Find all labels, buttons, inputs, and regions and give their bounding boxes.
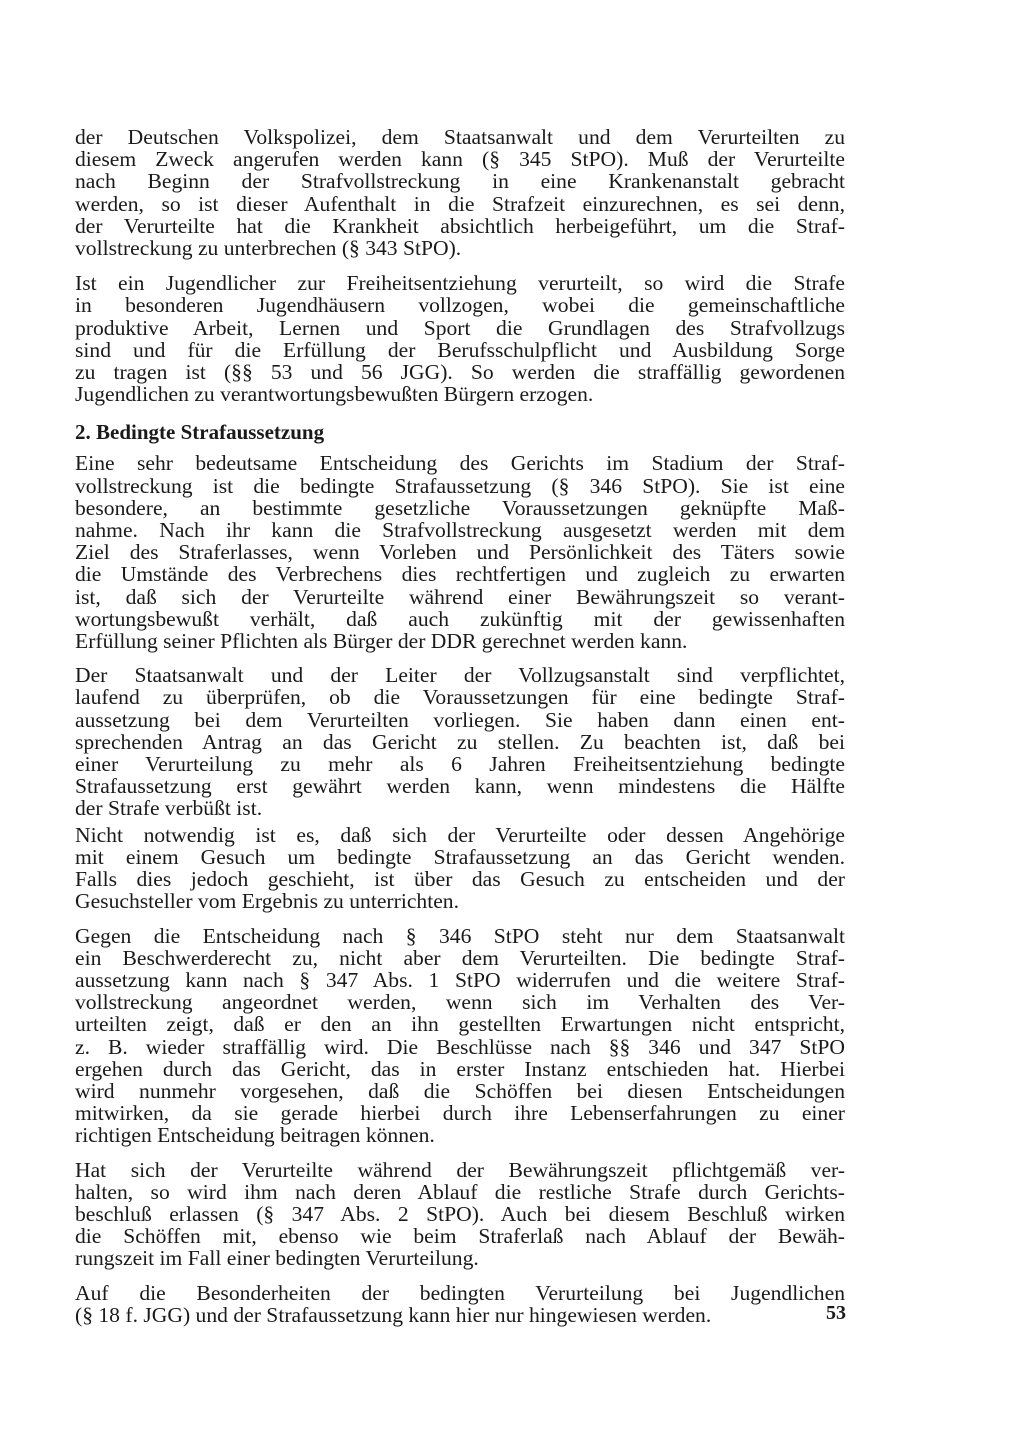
text-line: ergehen durch das Gericht, das in erster Instanz entschieden hat. Hierbei [75,1056,845,1081]
text-line: mitwirken, da sie gerade hierbei durch ihre Lebenserfahrungen zu einer [75,1101,845,1126]
text-line: Gegen die Entscheidung nach § 346 StPO steht nur dem Staatsanwalt [75,923,845,948]
text-line: der Deutschen Volkspolizei, dem Staatsanwalt und dem Verurteilten zu [75,125,845,149]
paragraph [75,126,845,259]
text-line: ist, daß sich der Verurteilte während einer Bewährungszeit so verant- [75,584,845,609]
text-line: Nicht notwendig ist es, daß sich der Verurteilte oder dessen Angehörige [75,822,845,847]
text-line: beschluß erlassen (§ 347 Abs. 2 StPO). Auch bei diesem Beschluß wirken [75,1201,845,1226]
text-line: aussetzung bei dem Verurteilten vorliegen. Sie haben dann einen ent- [75,707,845,732]
text-line: Falls dies jedoch geschieht, ist über das Gesuch zu entscheiden und der [75,867,845,892]
text-line: vollstreckung ist die bedingte Strafaussetzung (§ 346 StPO). Sie ist eine [75,473,845,498]
text-line: produktive Arbeit, Lernen und Sport die Grundlagen des Strafvollzugs [75,315,845,340]
text-line: Hat sich der Verurteilte während der Bewährungszeit pflichtgemäß ver- [75,1157,845,1182]
text-line: rungszeit im Fall einer bedingten Verurteilung. [75,1246,479,1271]
text-line: Jugendlichen zu verantwortungsbewußten Bürgern erzogen. [75,382,594,407]
section-heading: 2. Bedingte Strafaussetzung [75,420,325,445]
text-line: wird nunmehr vorgesehen, daß die Schöffen bei diesen Entscheidungen [75,1078,845,1103]
text-line: (§ 18 f. JGG) und der Strafaussetzung kann hier nur hingewiesen werden. [75,1302,712,1327]
text-line: urteilten zeigt, daß er den an ihn gestellten Erwartungen nicht entspricht, [75,1012,845,1037]
page-body [75,126,845,1326]
text-line: zu tragen ist (§§ 53 und 56 JGG). So werden die straffällig gewordenen [75,360,845,385]
text-line: die Umstände des Verbrechens dies rechtfertigen und zugleich zu erwarten [75,562,845,587]
paragraph [75,1282,845,1326]
text-line: einer Verurteilung zu mehr als 6 Jahren Freiheitsentziehung bedingte [75,752,845,777]
text-line: Ziel des Straferlasses, wenn Vorleben und Persönlichkeit des Täters sowie [75,540,845,565]
text-line: in besonderen Jugendhäusern vollzogen, wobei die gemeinschaftliche [75,293,845,318]
paragraph [75,452,845,652]
text-line: der Strafe verbüßt ist. [75,796,263,821]
text-line: nahme. Nach ihr kann die Strafvollstreckung ausgesetzt werden mit dem [75,518,845,543]
text-line: richtigen Entscheidung beitragen können. [75,1123,435,1148]
text-line: nach Beginn der Strafvollstreckung in eine Krankenanstalt gebracht [75,169,845,194]
text-line: sind und für die Erfüllung der Berufsschulpflicht und Ausbildung Sorge [75,337,845,362]
text-line: Erfüllung seiner Pflichten als Bürger der DDR gerechnet werden kann. [75,629,688,654]
text-line: vollstreckung angeordnet werden, wenn sich im Verhalten des Ver- [75,990,845,1015]
text-line: mit einem Gesuch um bedingte Strafaussetzung an das Gericht wenden. [75,844,845,869]
text-line: Strafaussetzung erst gewährt werden kann, wenn mindestens die Hälfte [75,774,845,799]
text-line: die Schöffen mit, ebenso wie beim Straferlaß nach Ablauf der Bewäh- [75,1224,845,1249]
paragraph [75,824,845,913]
text-line: vollstreckung zu unterbrechen (§ 343 StPO). [75,236,462,261]
text-line: aussetzung kann nach § 347 Abs. 1 StPO widerrufen und die weitere Straf- [75,967,845,992]
text-line: halten, so wird ihm nach deren Ablauf die restliche Strafe durch Gerichts- [75,1179,845,1204]
page-number: 53 [826,1302,846,1324]
text-line: wortungsbewußt verhält, daß auch zukünftig mit der gewissenhaften [75,606,845,631]
text-line: Auf die Besonderheiten der bedingten Verurteilung bei Jugendlichen [75,1280,845,1305]
text-line: Der Staatsanwalt und der Leiter der Vollzugsanstalt sind verpflichtet, [75,663,845,688]
paragraph [75,925,845,1147]
text-line: diesem Zweck angerufen werden kann (§ 345 StPO). Muß der Verurteilte [75,147,845,172]
text-line: Ist ein Jugendlicher zur Freiheitsentziehung verurteilt, so wird die Strafe [75,271,845,296]
text-line: der Verurteilte hat die Krankheit absichtlich herbeigeführt, um die Straf- [75,213,845,238]
paragraph [75,1159,845,1270]
text-line: Gesuchsteller vom Ergebnis zu unterrichten. [75,889,459,914]
paragraph [75,664,845,819]
text-line: besondere, an bestimmte gesetzliche Voraussetzungen geknüpfte Maß- [75,495,845,520]
text-line: werden, so ist dieser Aufenthalt in die Strafzeit einzurechnen, es sei denn, [75,191,845,216]
text-line: sprechenden Antrag an das Gericht zu stellen. Zu beachten ist, daß bei [75,729,845,754]
paragraph [75,272,845,405]
text-line: laufend zu überprüfen, ob die Voraussetzungen für eine bedingte Straf- [75,685,845,710]
text-line: Eine sehr bedeutsame Entscheidung des Gerichts im Stadium der Straf- [75,451,845,476]
text-line: z. B. wieder straffällig wird. Die Beschlüsse nach §§ 346 und 347 StPO [75,1034,845,1059]
text-line: ein Beschwerderecht zu, nicht aber dem Verurteilten. Die bedingte Straf- [75,945,845,970]
